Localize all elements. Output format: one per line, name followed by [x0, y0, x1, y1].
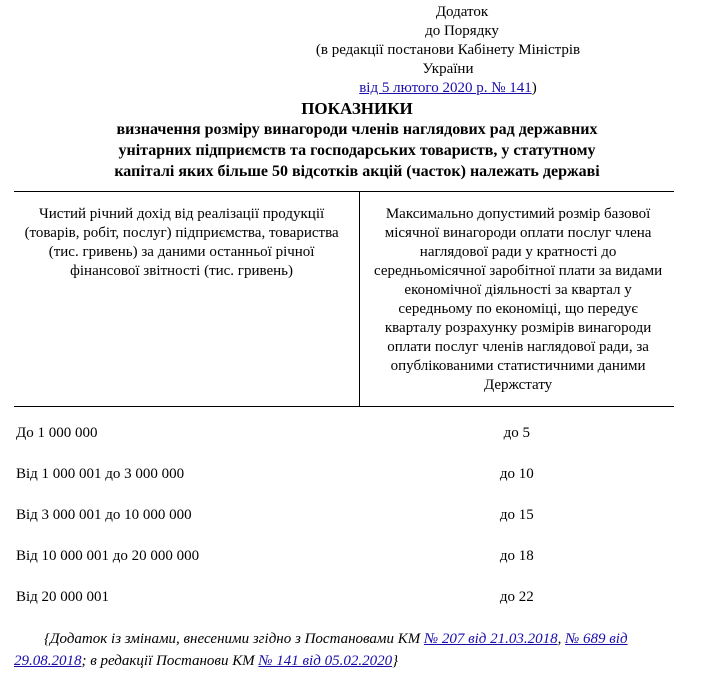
- max-cell: до 18: [499, 548, 534, 564]
- appendix-label: Додаток: [435, 4, 489, 20]
- title-line-3: капіталі яких більше 50 відсотків акцій (часток) належать державі: [114, 163, 600, 180]
- income-cell: До 1 000 000: [16, 425, 98, 441]
- appendix-header: [300, 3, 596, 98]
- document-title: [20, 98, 694, 182]
- table-row: [14, 577, 674, 618]
- note-mid: ; в редакції Постанови КМ: [81, 653, 259, 669]
- note-sep: ,: [557, 631, 566, 647]
- max-cell: до 22: [499, 589, 534, 605]
- income-cell: Від 10 000 001 до 20 000 000: [16, 548, 200, 564]
- table-row: [14, 407, 674, 455]
- amendment-link-689[interactable]: № 689 від 29.08.2018: [14, 631, 628, 669]
- appendix-edition-date: [300, 79, 596, 98]
- max-cell: до 5: [503, 425, 531, 441]
- title-main: ПОКАЗНИКИ: [301, 99, 413, 118]
- max-cell: до 15: [499, 507, 534, 523]
- closing-paren: ): [531, 80, 537, 96]
- table-row: [14, 495, 674, 536]
- income-cell: Від 3 000 001 до 10 000 000: [16, 507, 192, 523]
- table-row: [14, 454, 674, 495]
- note-suffix: }: [392, 653, 399, 669]
- indicators-table: [14, 191, 674, 618]
- max-cell: до 10: [499, 466, 534, 482]
- table-header-row: [14, 192, 674, 407]
- note-prefix: {Додаток із змінами, внесеними згідно з Постановами КМ: [44, 631, 424, 647]
- resolution-link[interactable]: від 5 лютого 2020 р. № 141: [359, 80, 532, 96]
- amendment-note: [14, 628, 684, 672]
- appendix-ref: до Порядку: [425, 23, 499, 39]
- income-cell: Від 20 000 001: [16, 589, 110, 605]
- header-income: Чистий річний дохід від реалізації продукції (товарів, робіт, послуг) підприємства, товариства (тис. гривень) за даними останньої річної фінансової звітності (тис. гривень): [14, 192, 360, 407]
- table-row: [14, 536, 674, 577]
- title-line-1: визначення розміру винагороди членів наглядових рад державних: [116, 121, 598, 138]
- amendment-link-141[interactable]: № 141 від 05.02.2020: [258, 653, 393, 669]
- title-line-2: унітарних підприємств та господарських товариств, у статутному: [118, 142, 596, 159]
- income-cell: Від 1 000 001 до 3 000 000: [16, 466, 185, 482]
- appendix-edition: (в редакції постанови Кабінету Міністрів України: [315, 42, 581, 77]
- header-max-remuneration: Максимально допустимий розмір базової місячної винагороди оплати послуг члена наглядової ради у кратності до середньомісячної заробітної плати за видами економічної діяльності за квартал у середньому по економіці, що передує кварталу розрахунку розмірів винагороди оплати послуг членів наглядової ради, за опублікованими статистичними даними Держстату: [360, 192, 674, 407]
- amendment-link-207[interactable]: № 207 від 21.03.2018: [423, 631, 558, 647]
